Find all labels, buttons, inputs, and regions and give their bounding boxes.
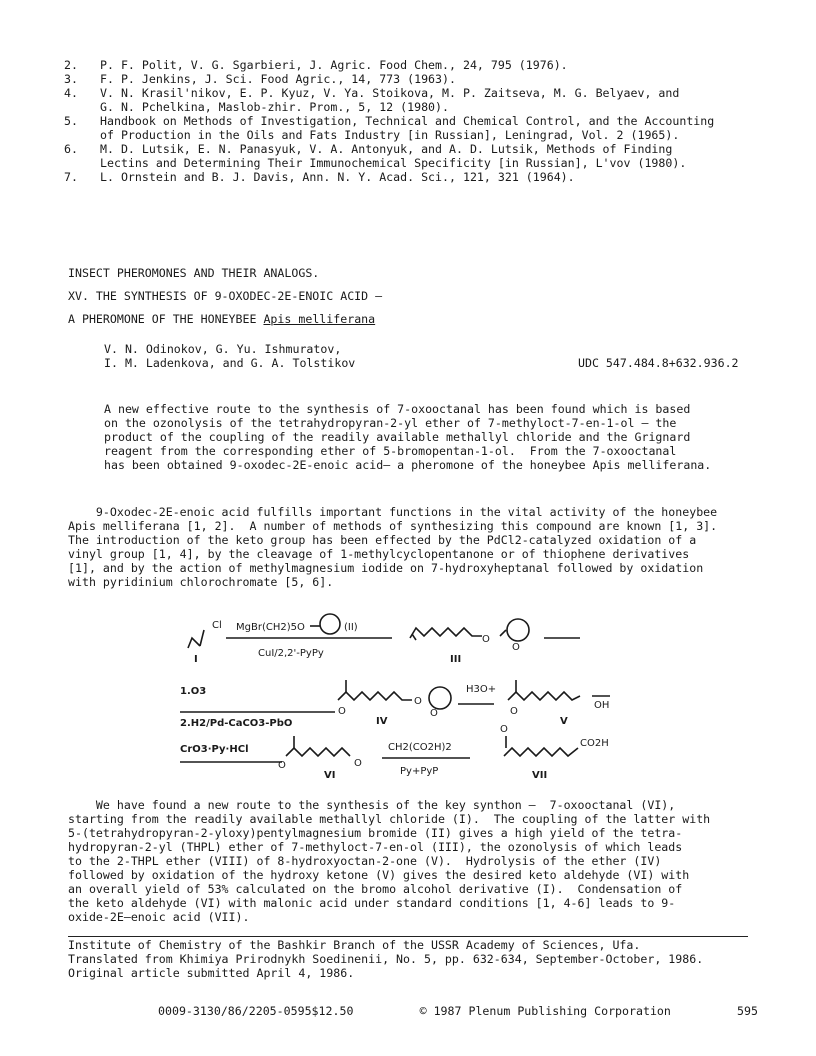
reference-text: M. D. Lutsik, E. N. Panasyuk, V. A. Antonyuk, and A. D. Lutsik, Methods of Finding Lectins and Determining Their Immunochemical Specificity [in Russian], L'vov (1980).	[100, 142, 687, 170]
page-number: 595	[737, 1004, 758, 1018]
authors-line-1: V. N. Odinokov, G. Yu. Ishmuratov,	[104, 342, 342, 356]
reference-number: 6.	[64, 142, 78, 156]
scheme-label-o3: 1.O3	[180, 686, 207, 697]
reference-list	[64, 58, 764, 184]
authors-line-2: I. M. Ladenkova, and G. A. Tolstikov	[104, 356, 356, 370]
footnote-rule	[68, 936, 748, 937]
reference-number: 2.	[64, 58, 78, 72]
scheme-label-h2: 2.H2/Pd-CaCO3-PbO	[180, 718, 293, 729]
scheme-label-co2h: CO2H	[580, 738, 609, 749]
reference-text: F. P. Jenkins, J. Sci. Food Agric., 14, 773 (1963).	[100, 72, 456, 86]
reference-text: Handbook on Methods of Investigation, Technical and Chemical Control, and the Accounting of Production in the Oils and Fats Industry [in Russian], Leningrad, Vol. 2 (1965).	[100, 114, 715, 142]
scheme-label-o-iv: O	[338, 706, 346, 717]
species-name: Apis melliferana	[263, 312, 376, 326]
compound-vii-structure	[504, 748, 578, 756]
copyright: © 1987 Plenum Publishing Corporation	[419, 1004, 671, 1018]
article-code: 0009-3130/86/2205-0595$12.50	[158, 1004, 354, 1018]
reaction-scheme	[170, 600, 810, 790]
scheme-label-malonic: CH2(CO2H)2	[388, 742, 452, 753]
reference-text: L. Ornstein and B. J. Davis, Ann. N. Y. Acad. Sci., 121, 321 (1964).	[100, 170, 575, 184]
reference-item	[64, 58, 764, 72]
compound-iii-structure	[410, 628, 482, 638]
article-title-species-line	[68, 312, 375, 326]
reference-item	[64, 86, 764, 114]
scheme-label-o-v: O	[510, 706, 518, 717]
reference-item	[64, 72, 764, 86]
scheme-label-vii: VII	[532, 770, 548, 781]
scheme-label-o-vi: O	[278, 760, 286, 771]
compound-v-structure	[508, 692, 580, 700]
scheme-label-cro3: CrO3·Py·HCl	[180, 744, 249, 755]
scheme-label-o-vii: O	[500, 724, 508, 735]
scheme-label-cl: Cl	[212, 620, 222, 631]
authors	[104, 342, 355, 370]
scheme-label-o-vi-2: O	[354, 758, 362, 769]
results-paragraph: We have found a new route to the synthesis of the key synthon – 7-oxooctanal (VI), starting from the readily available methallyl chloride (I). The coupling of the latter with 5-(tetrahydropyran-2-yloxy)pentylmagnesium bromide (II) gives a high yield of the tetra- hydropyran-2-yl (THPL) ether of 7-methyloct-7-en-ol (III), the ozonolysis of which leads to the 2-THPL ether (VIII) of 8-hydroxyoctan-2-one (V). Hydrolysis of the ether (IV) followed by oxidation of the hydroxy ketone (V) gives the desired keto aldehyde (VI) with an overall yield of 53% calculated on the bromo alcohol derivative (I). Condensation of the keto aldehyde (VI) with malonic acid under standard conditions [1, 4-6] leads to 9- oxide-2E–enoic acid (VII).	[68, 798, 711, 924]
scheme-label-ii: (II)	[344, 622, 358, 633]
intro-paragraph: 9-Oxodec-2E-enoic acid fulfills important functions in the vital activity of the honeybee Apis melliferana [1, 2]. A number of methods of synthesizing this compound are known [1, 3]. The introduction of the keto group has been effected by the PdCl2-catalyzed oxidation of a vinyl group [1, 4], by the cleavage of 1-methylcyclopentanone or of thiophene derivatives [1], and by the action of methylmagnesium iodide on 7-hydroxyheptanal followed by oxidation with pyridinium chlorochromate [5, 6].	[68, 505, 718, 589]
abstract: A new effective route to the synthesis of 7-oxooctanal has been found which is based on the ozonolysis of the tetrahydropyran-2-yl ether of 7-methyloct-7-en-1-ol – the product of the coupling of the readily available methallyl chloride and the Grignard reagent from the corresponding ether of 5-bromopentan-1-ol. From the 7-oxooctanal has been obtained 9-oxodec-2E-enoic acid– a pheromone of the honeybee Apis melliferana.	[104, 402, 712, 472]
scheme-label-oh: OH	[594, 700, 610, 711]
scheme-label-cui: CuI/2,2'-PyPy	[258, 648, 324, 659]
reference-item	[64, 170, 764, 184]
scheme-label-o-iii: O	[482, 634, 490, 645]
compound-vi-structure	[286, 748, 350, 756]
scheme-label-h3o: H3O+	[466, 684, 497, 695]
reference-number: 4.	[64, 86, 78, 100]
scheme-label-o-ring-iii: O	[512, 642, 520, 653]
reference-item	[64, 114, 764, 142]
reference-text: P. F. Polit, V. G. Sgarbieri, J. Agric. Food Chem., 24, 795 (1976).	[100, 58, 568, 72]
scheme-label-vi: VI	[324, 770, 336, 781]
scheme-label-o-ring-iv: O	[430, 708, 438, 719]
scheme-label-iii: III	[450, 654, 462, 665]
scheme-label-grignard: MgBr(CH2)5O	[236, 622, 305, 633]
title-prefix: A PHEROMONE OF THE HONEYBEE	[68, 312, 264, 326]
scheme-label-v: V	[560, 716, 568, 727]
scheme-label-i: I	[194, 654, 198, 665]
scheme-label-o-iv-2: O	[414, 696, 422, 707]
footnote: Institute of Chemistry of the Bashkir Branch of the USSR Academy of Sciences, Ufa. Translated from Khimiya Prirodnykh Soedinenii, No. 5, pp. 632-634, September-October, 1986. Original article submitted April 4, 1986.	[68, 938, 704, 980]
page-footer	[158, 1004, 758, 1018]
reference-text: V. N. Krasil'nikov, E. P. Kyuz, V. Ya. Stoikova, M. P. Zaitseva, M. G. Belyaev, and G. N. Pchelkina, Maslob-zhir. Prom., 5, 12 (1980).	[100, 86, 680, 114]
reference-number: 3.	[64, 72, 78, 86]
scheme-label-pypy: Py+PyP	[400, 766, 439, 777]
udc-code: UDC 547.484.8+632.936.2	[578, 356, 739, 370]
article-title-line: XV. THE SYNTHESIS OF 9-OXODEC-2E-ENOIC ACID –	[68, 289, 383, 303]
reference-number: 7.	[64, 170, 78, 184]
methallyl-chloride-structure	[188, 638, 200, 648]
article-series-title: INSECT PHEROMONES AND THEIR ANALOGS.	[68, 266, 320, 280]
scheme-label-iv: IV	[376, 716, 388, 727]
compound-iv-structure	[338, 692, 412, 700]
reference-number: 5.	[64, 114, 78, 128]
reference-item	[64, 142, 764, 170]
